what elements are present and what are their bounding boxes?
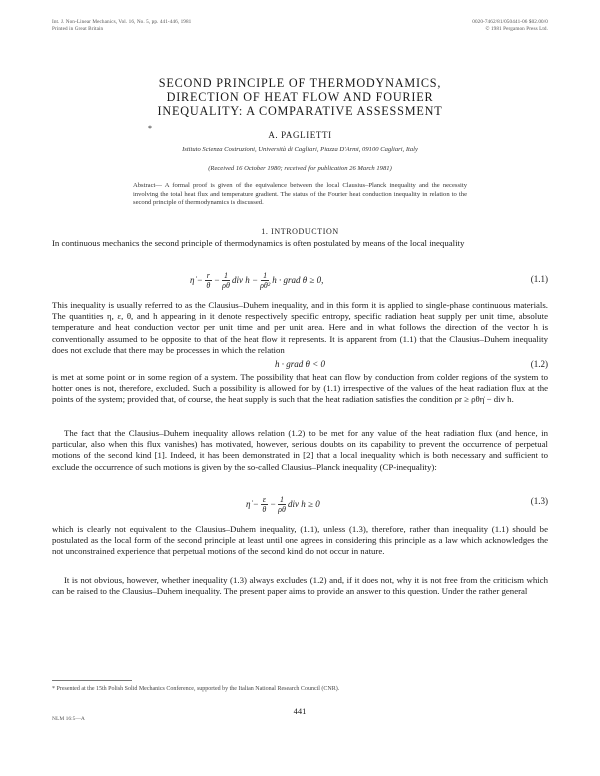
abstract	[133, 182, 467, 208]
abstract-text: — A formal proof is given of the equivalence between the local Clausius–Planck inequality and the necessity involving the total heat flux and temperature gradient. The status of the Fourier heat conduction inequality in relation to the second principle of thermodynamics is discussed.	[133, 182, 467, 207]
abstract-label: Abstract	[133, 182, 156, 189]
received-dates: (Received 16 October 1980; received for publication 26 March 1981)	[208, 165, 392, 172]
author-affiliation: Istituto Scienza Costruzioni, Università di Cagliari, Piazza D'Armi, 09100 Cagliari, Italy	[182, 146, 418, 153]
footer-code: NLM 16:5—A	[52, 716, 85, 722]
equation-number-1-2: (1.2)	[530, 359, 548, 369]
paragraph-2: This inequality is usually referred to as the Clausius–Duhem inequality, and in this form it is applied to single-phase continuous materials. The quantities η, ε, θ, and h appearing in it denote respectively specific entropy, specific radiation heat supply per unit time, absolute temperature and heat conduction vector per unit time and per unit area. Here and in what follows the direction of the vector h is conventionally assumed to be opposite to that of the heat flow it represents. It is apparent from (1.1) that the Clausius–Duhem inequality does not exclude that there may be processes in which the relation	[52, 300, 548, 355]
paper-title-line-1: SECOND PRINCIPLE OF THERMODYNAMICS,	[158, 76, 442, 90]
equation-number-1-3: (1.3)	[530, 496, 548, 506]
paragraph-5: which is clearly not equivalent to the Clausius–Duhem inequality, (1.1), unless (1.3), therefore, rather than inequality (1.1) should be postulated as the local form of the second principle at least until one agrees in considering this principle as a law which acknowledges the not unconstrained experience that perpetual motions of the second kind do not occur in nature.	[52, 524, 548, 557]
footnote-rule	[52, 680, 132, 681]
section-heading: 1. INTRODUCTION	[261, 227, 339, 236]
paragraph-1: In continuous mechanics the second principle of thermodynamics is often postulated by means of the local inequality	[52, 238, 465, 248]
copyright: © 1981 Pergamon Press Ltd.	[485, 26, 548, 32]
equation-number-1-1: (1.1)	[530, 274, 548, 284]
author-name: A. PAGLIETTI	[268, 130, 332, 140]
paragraph-3: is met at some point or in some region of a system. The possibility that heat can flow by conduction from colder regions of the system to hotter ones is not, therefore, excluded. Such a possibility is allowed for by (1.1) irrespective of the values of the heat radiation flux at the points of the system; provided that, of course, the heat supply is such that the heat radiation satisfies the condition ρr ≥ ρθη̇ − div h.	[52, 372, 548, 405]
paragraph-6: It is not obvious, however, whether inequality (1.3) always excludes (1.2) and, if it does not, why it is not free from the criticism which can be raised to the Clausius–Duhem inequality. The present paper aims to provide an answer to this question. Under the rather general	[52, 575, 548, 597]
printed-in: Printed in Great Britain	[52, 26, 104, 32]
title-footnote-mark: *	[148, 124, 152, 133]
paper-title-line-2: DIRECTION OF HEAT FLOW AND FOURIER	[166, 90, 434, 104]
issn-price: 0020-7462/81/050441-06 $02.00/0	[472, 19, 548, 25]
equation-1-1: η̇ − $\frac{r}{\theta}$ − $\frac{1}{\rho\theta}$ div h − $\frac{1}{\text{ρθ²}}$ h · grad θ ≥ 0,	[190, 270, 324, 290]
journal-citation: Int. J. Non-Linear Mechanics, Vol. 16, No. 5, pp. 441-446, 1981	[52, 19, 192, 25]
paragraph-4: The fact that the Clausius–Duhem inequality allows relation (1.2) to be met for any value of the heat radiation flux (and hence, in particular, also when this flux vanishes) has motivated, however, serious doubts on its capability to prevent the occurrence of perpetual motions of the second kind [1]. Indeed, it has been demonstrated in [2] that a local inequality which is both necessary and sufficient to exclude the occurrence of such motions is given by the so-called Clausius–Planck inequality (CP-inequality):	[52, 428, 548, 472]
equation-1-3: η̇ − $\frac{\varepsilon}{\theta}$ − $\frac{1}{\rho\theta}$ div h ≥ 0	[246, 494, 320, 514]
equation-1-2: h · grad θ < 0	[275, 359, 325, 369]
paper-title-line-3: INEQUALITY: A COMPARATIVE ASSESSMENT	[157, 104, 443, 118]
page-number: 441	[293, 706, 307, 716]
footnote: * Presented at the 15th Polish Solid Mechanics Conference, supported by the Italian National Research Council (CNR).	[52, 686, 340, 692]
